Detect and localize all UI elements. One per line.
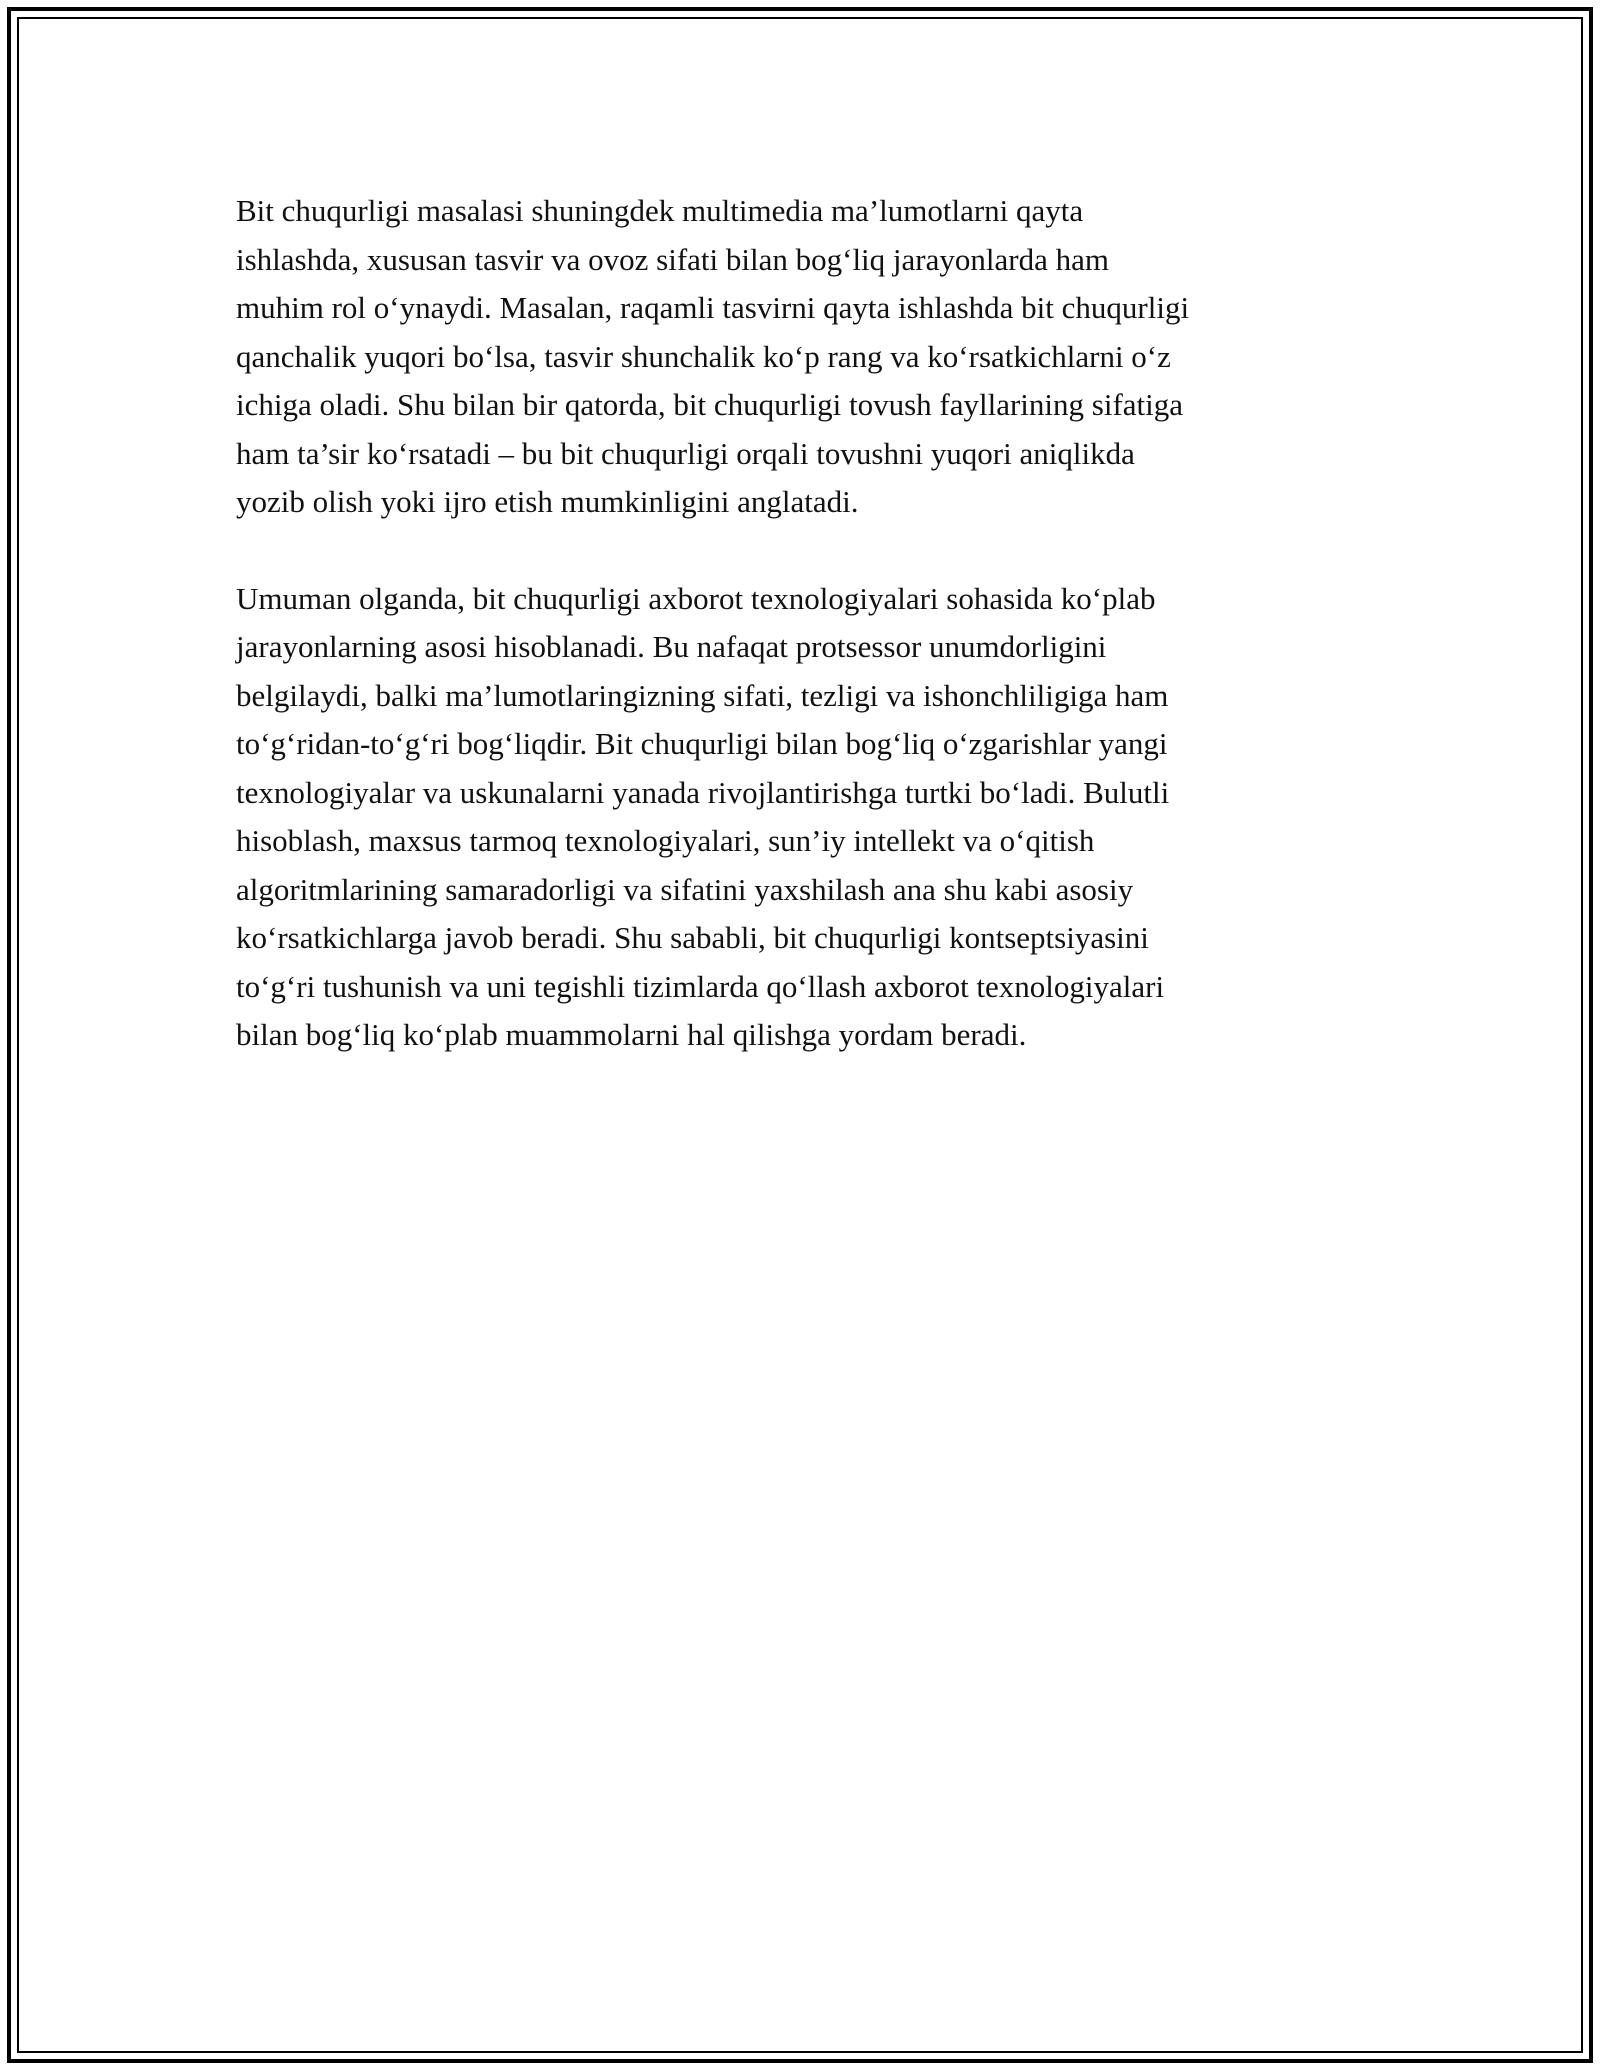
paragraph-1: Bit chuqurligi masalasi shuningdek multimedia ma’lumotlarni qayta ishlashda, xususan tasvir va ovoz sifati bilan bog‘liq jarayonlarda ham muhim rol o‘ynaydi. Masalan, raqamli tasvirni qayta ishlashda bit chuqurligi qanchalik yuqori bo‘lsa, tasvir shunchalik ko‘p rang va ko‘rsatkichlarni o‘z ichiga oladi. Shu bilan bir qatorda, bit chuqurligi tovush fayllarining sifatiga ham ta’sir ko‘rsatadi – bu bit chuqurligi orqali tovushni yuqori aniqlikda yozib olish yoki ijro etish mumkinligini anglatadi.: [236, 193, 1190, 519]
paragraph-2: Umuman olganda, bit chuqurligi axborot texnologiyalari sohasida ko‘plab jarayonlarning asosi hisoblanadi. Bu nafaqat protsessor unumdorligini belgilaydi, balki ma’lumotlaringizning sifati, tezligi va ishonchliligiga ham to‘g‘ridan-to‘g‘ri bog‘liqdir. Bit chuqurligi bilan bog‘liq o‘zgarishlar yangi texnologiyalar va uskunalarni yanada rivojlantirishga turtki bo‘ladi. Bulutli hisoblash, maxsus tarmoq texnologiyalari, sun’iy intellekt va o‘qitish algoritmlarining samaradorligi va sifatini yaxshilash ana shu kabi asosiy ko‘rsatkichlarga javob beradi. Shu sababli, bit chuqurligi kontseptsiyasini to‘g‘ri tushunish va uni tegishli tizimlarda qo‘llash axborot texnologiyalari bilan bog‘liq ko‘plab muammolarni hal qilishga yordam beradi.: [236, 580, 1170, 1052]
document-body: [236, 187, 1376, 1108]
